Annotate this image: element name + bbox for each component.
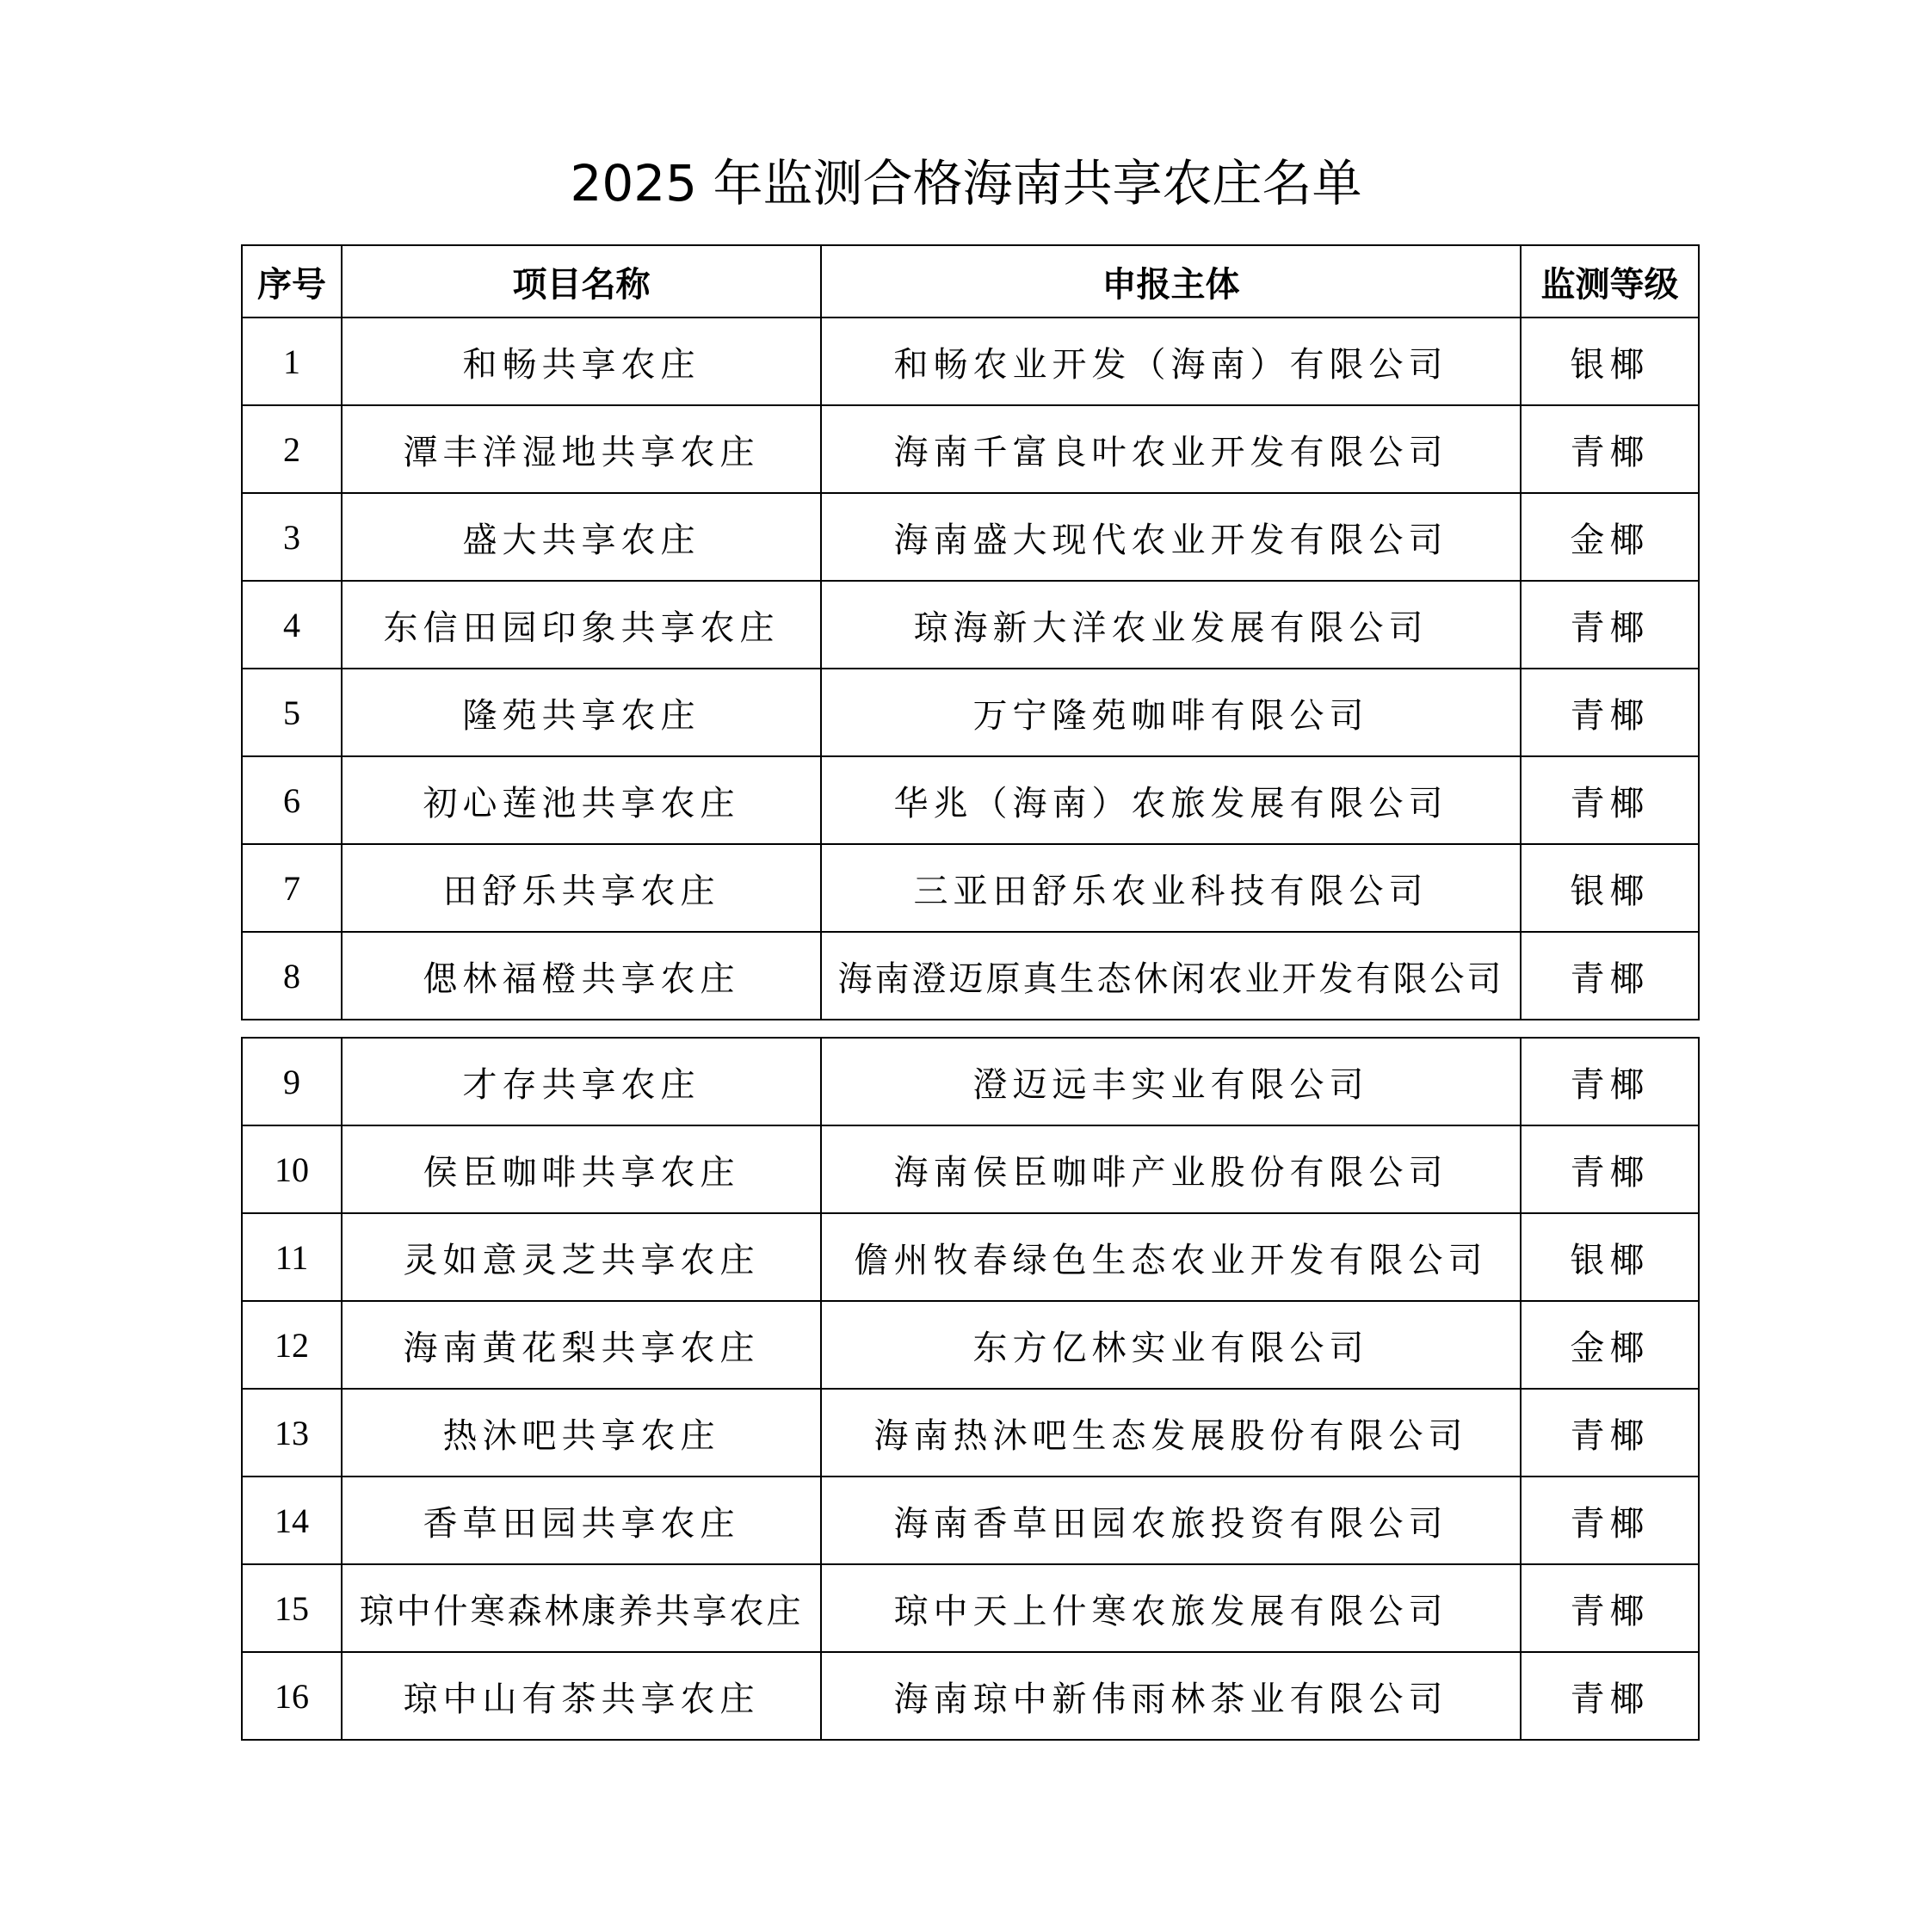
cell-index: 16	[242, 1652, 342, 1740]
cell-index: 1	[242, 318, 342, 405]
cell-index: 11	[242, 1213, 342, 1301]
cell-grade: 金椰	[1521, 493, 1699, 581]
cell-grade: 青椰	[1521, 1038, 1699, 1125]
cell-applicant: 海南琼中新伟雨林茶业有限公司	[821, 1652, 1521, 1740]
table-row	[242, 1301, 1699, 1389]
table-row	[242, 1125, 1699, 1213]
header-index: 序号	[242, 245, 342, 318]
cell-index: 8	[242, 932, 342, 1020]
cell-grade: 银椰	[1521, 318, 1699, 405]
table-row	[242, 1038, 1699, 1125]
table-row	[242, 932, 1699, 1020]
table-row	[242, 1652, 1699, 1740]
cell-index: 3	[242, 493, 342, 581]
cell-applicant: 东方亿林实业有限公司	[821, 1301, 1521, 1389]
cell-applicant: 海南热沐吧生态发展股份有限公司	[821, 1389, 1521, 1477]
cell-index: 2	[242, 405, 342, 493]
table-row	[242, 1213, 1699, 1301]
cell-index: 6	[242, 756, 342, 844]
cell-project-name: 潭丰洋湿地共享农庄	[342, 405, 821, 493]
cell-project-name: 隆苑共享农庄	[342, 669, 821, 756]
table-header-row	[242, 245, 1699, 318]
farm-list-table-part-2	[241, 1037, 1700, 1741]
cell-applicant: 儋州牧春绿色生态农业开发有限公司	[821, 1213, 1521, 1301]
cell-applicant: 和畅农业开发（海南）有限公司	[821, 318, 1521, 405]
cell-index: 9	[242, 1038, 342, 1125]
cell-project-name: 初心莲池共享农庄	[342, 756, 821, 844]
cell-index: 14	[242, 1477, 342, 1564]
header-project-name: 项目名称	[342, 245, 821, 318]
table-row	[242, 581, 1699, 669]
cell-project-name: 和畅共享农庄	[342, 318, 821, 405]
cell-project-name: 东信田园印象共享农庄	[342, 581, 821, 669]
table-row	[242, 1389, 1699, 1477]
cell-index: 12	[242, 1301, 342, 1389]
cell-grade: 青椰	[1521, 1564, 1699, 1652]
cell-applicant: 澄迈远丰实业有限公司	[821, 1038, 1521, 1125]
cell-applicant: 华兆（海南）农旅发展有限公司	[821, 756, 1521, 844]
cell-index: 5	[242, 669, 342, 756]
cell-grade: 青椰	[1521, 1477, 1699, 1564]
cell-index: 4	[242, 581, 342, 669]
cell-grade: 青椰	[1521, 669, 1699, 756]
cell-index: 10	[242, 1125, 342, 1213]
cell-applicant: 海南侯臣咖啡产业股份有限公司	[821, 1125, 1521, 1213]
page-title: 2025 年监测合格海南共享农庄名单	[570, 154, 1362, 213]
cell-grade: 银椰	[1521, 1213, 1699, 1301]
cell-grade: 青椰	[1521, 405, 1699, 493]
cell-project-name: 盛大共享农庄	[342, 493, 821, 581]
table-row	[242, 1564, 1699, 1652]
header-applicant: 申报主体	[821, 245, 1521, 318]
table-row	[242, 405, 1699, 493]
cell-project-name: 才存共享农庄	[342, 1038, 821, 1125]
cell-project-name: 热沐吧共享农庄	[342, 1389, 821, 1477]
cell-applicant: 三亚田舒乐农业科技有限公司	[821, 844, 1521, 932]
cell-applicant: 万宁隆苑咖啡有限公司	[821, 669, 1521, 756]
header-grade: 监测等级	[1521, 245, 1699, 318]
table-row	[242, 669, 1699, 756]
table-row	[242, 756, 1699, 844]
table-row	[242, 1477, 1699, 1564]
cell-project-name: 海南黄花梨共享农庄	[342, 1301, 821, 1389]
cell-project-name: 田舒乐共享农庄	[342, 844, 821, 932]
cell-applicant: 海南盛大现代农业开发有限公司	[821, 493, 1521, 581]
cell-applicant: 海南澄迈原真生态休闲农业开发有限公司	[821, 932, 1521, 1020]
cell-project-name: 灵如意灵芝共享农庄	[342, 1213, 821, 1301]
cell-grade: 青椰	[1521, 1652, 1699, 1740]
cell-index: 7	[242, 844, 342, 932]
cell-index: 15	[242, 1564, 342, 1652]
cell-applicant: 海南香草田园农旅投资有限公司	[821, 1477, 1521, 1564]
table-row	[242, 318, 1699, 405]
cell-applicant: 琼海新大洋农业发展有限公司	[821, 581, 1521, 669]
cell-grade: 银椰	[1521, 844, 1699, 932]
cell-project-name: 香草田园共享农庄	[342, 1477, 821, 1564]
cell-project-name: 琼中山有茶共享农庄	[342, 1652, 821, 1740]
cell-grade: 金椰	[1521, 1301, 1699, 1389]
cell-grade: 青椰	[1521, 756, 1699, 844]
table-row	[242, 493, 1699, 581]
cell-project-name: 偲林福橙共享农庄	[342, 932, 821, 1020]
table-row	[242, 844, 1699, 932]
cell-grade: 青椰	[1521, 581, 1699, 669]
cell-applicant: 海南千富良叶农业开发有限公司	[821, 405, 1521, 493]
cell-project-name: 侯臣咖啡共享农庄	[342, 1125, 821, 1213]
cell-grade: 青椰	[1521, 1389, 1699, 1477]
cell-grade: 青椰	[1521, 1125, 1699, 1213]
cell-grade: 青椰	[1521, 932, 1699, 1020]
cell-applicant: 琼中天上什寒农旅发展有限公司	[821, 1564, 1521, 1652]
cell-project-name: 琼中什寒森林康养共享农庄	[342, 1564, 821, 1652]
farm-list-table-part-1	[241, 244, 1700, 1020]
cell-index: 13	[242, 1389, 342, 1477]
